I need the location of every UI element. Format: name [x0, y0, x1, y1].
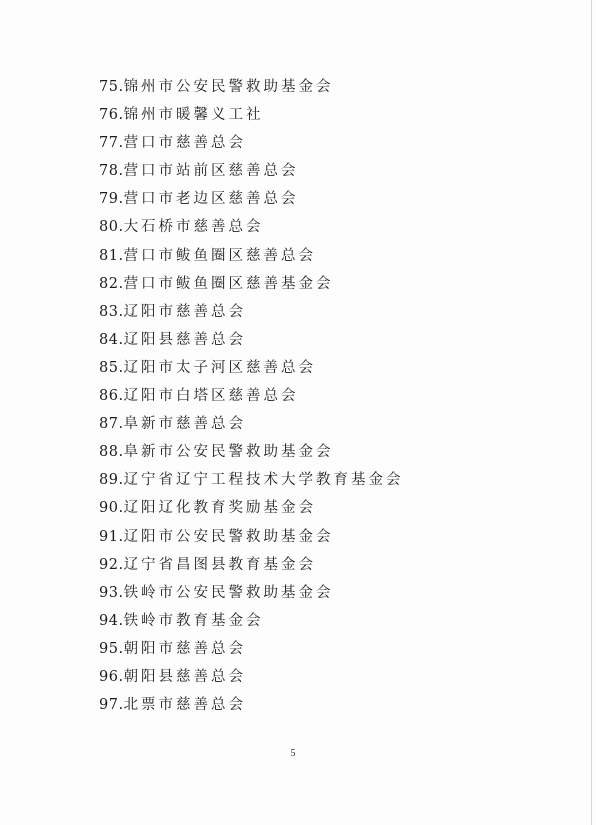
list-item	[99, 213, 404, 241]
list-item	[99, 270, 404, 298]
item-number: 94.	[99, 612, 124, 629]
item-name: 铁岭市教育基金会	[123, 612, 264, 629]
item-number: 96.	[99, 668, 124, 685]
item-name: 锦州市公安民警救助基金会	[123, 79, 334, 95]
list-item	[99, 663, 404, 691]
item-number: 88.	[99, 444, 124, 461]
list-item	[99, 73, 404, 101]
list-item	[99, 410, 404, 438]
item-number: 85.	[99, 359, 124, 376]
item-name: 营口市站前区慈善总会	[123, 163, 299, 180]
item-name: 营口市鲅鱼圈区慈善基金会	[123, 275, 334, 292]
item-name: 北票市慈善总会	[123, 697, 247, 714]
list-item	[99, 157, 404, 185]
item-number: 75.	[99, 79, 124, 95]
item-name: 辽宁省辽宁工程技术大学教育基金会	[123, 472, 404, 489]
item-number: 79.	[99, 191, 124, 208]
list-item	[99, 101, 404, 129]
item-name: 营口市鲅鱼圈区慈善总会	[123, 247, 317, 264]
item-name: 辽宁省昌图县教育基金会	[123, 556, 317, 573]
item-number: 89.	[99, 472, 124, 489]
item-number: 93.	[99, 584, 124, 601]
list-item	[99, 382, 404, 410]
item-name: 辽阳辽化教育奖励基金会	[123, 500, 317, 517]
item-name: 辽阳市公安民警救助基金会	[123, 528, 334, 545]
item-number: 76.	[99, 107, 124, 124]
item-number: 82.	[99, 275, 124, 292]
list-item	[99, 354, 404, 382]
item-name: 大石桥市慈善总会	[123, 219, 264, 236]
item-number: 91.	[99, 528, 124, 545]
organization-list	[99, 73, 404, 719]
list-item	[99, 523, 404, 551]
list-item	[99, 466, 404, 494]
item-number: 80.	[99, 219, 124, 236]
list-item	[99, 326, 404, 354]
list-item	[99, 551, 404, 579]
item-number: 87.	[99, 416, 124, 433]
page-edge-line	[591, 0, 592, 825]
list-item	[99, 242, 404, 270]
item-name: 朝阳市慈善总会	[123, 640, 247, 657]
item-number: 84.	[99, 331, 124, 348]
list-item	[99, 691, 404, 719]
item-number: 92.	[99, 556, 124, 573]
item-number: 77.	[99, 135, 124, 152]
item-name: 辽阳县慈善总会	[123, 331, 247, 348]
list-item	[99, 607, 404, 635]
item-name: 辽阳市白塔区慈善总会	[123, 388, 299, 405]
item-number: 95.	[99, 640, 124, 657]
item-name: 辽阳市慈善总会	[123, 303, 247, 320]
item-name: 铁岭市公安民警救助基金会	[123, 584, 334, 601]
item-name: 营口市慈善总会	[123, 135, 247, 152]
list-item	[99, 635, 404, 663]
list-item	[99, 438, 404, 466]
item-name: 锦州市暖馨义工社	[123, 107, 264, 124]
item-name: 朝阳县慈善总会	[123, 668, 247, 685]
item-name: 辽阳市太子河区慈善总会	[123, 359, 317, 376]
item-number: 97.	[99, 697, 124, 714]
item-number: 86.	[99, 388, 124, 405]
list-item	[99, 579, 404, 607]
item-number: 81.	[99, 247, 124, 264]
list-item	[99, 298, 404, 326]
item-number: 78.	[99, 163, 124, 180]
item-number: 83.	[99, 303, 124, 320]
list-item	[99, 185, 404, 213]
item-name: 阜新市公安民警救助基金会	[123, 444, 334, 461]
item-number: 90.	[99, 500, 124, 517]
list-item	[99, 129, 404, 157]
page-number: 5	[290, 748, 296, 759]
item-name: 阜新市慈善总会	[123, 416, 247, 433]
list-item	[99, 494, 404, 522]
item-name: 营口市老边区慈善总会	[123, 191, 299, 208]
